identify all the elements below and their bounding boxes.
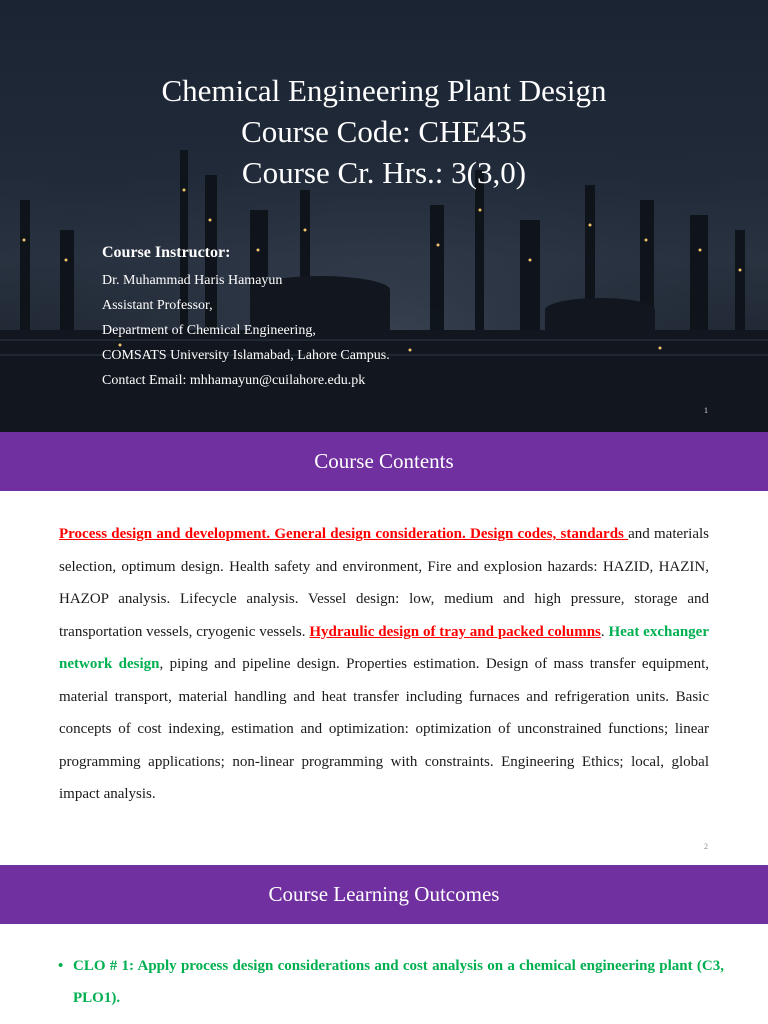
instructor-email: Contact Email: mhhamayun@cuilahore.edu.pk	[102, 373, 366, 388]
instructor-name: Dr. Muhammad Haris Hamayun	[102, 273, 283, 288]
contents-segment: and materials selection, optimum design. Health safety and environment, Fire and explosion hazards: HAZID, HAZIN, HAZOP analysis. Lifecycle analysis. Vessel design: low, medium and high pressure, storage and transportation vessels, cryogenic vessels.	[59, 526, 709, 640]
contents-segment: .	[600, 623, 609, 640]
bullet-icon: •	[58, 958, 64, 974]
instructor-university: COMSATS University Islamabad, Lahore Campus.	[102, 348, 390, 363]
slide-number: 1	[704, 406, 708, 415]
title-slide	[0, 0, 768, 432]
contents-segment-green: Heat exchanger network design	[59, 623, 709, 672]
slide-number: 2	[704, 842, 708, 851]
instructor-heading: Course Instructor:	[102, 244, 231, 261]
title-block	[0, 70, 768, 193]
learning-outcomes-header: Course Learning Outcomes	[0, 865, 768, 924]
clo-1-text: CLO # 1: Apply process design considerations and cost analysis on a chemical engineering plant (C3, PLO1).	[73, 958, 724, 1006]
contents-segment: , piping and pipeline design. Properties estimation. Design of mass transfer equipment, material transport, material handling and heat transfer including furnaces and refrigeration units. Basic concepts of cost indexing, estimation and optimization: optimization of unconstrained functions; linear programming applications; non-linear programming with constraints. Engineering Ethics; local, global impact analysis.	[59, 656, 709, 802]
instructor-block	[102, 242, 390, 393]
course-title: Chemical Engineering Plant Design	[161, 73, 607, 108]
contents-segment-red: Hydraulic design of tray and packed columns	[309, 623, 601, 640]
instructor-department: Department of Chemical Engineering,	[102, 323, 316, 338]
course-code: Course Code: CHE435	[241, 114, 527, 149]
course-contents-text	[59, 518, 709, 811]
instructor-title: Assistant Professor,	[102, 298, 213, 313]
clo-list-item	[58, 950, 724, 1014]
course-credit-hours: Course Cr. Hrs.: 3(3,0)	[241, 155, 527, 190]
course-contents-header: Course Contents	[0, 432, 768, 491]
contents-segment-red: Process design and development. General design consideration. Design codes, standards	[59, 526, 629, 542]
